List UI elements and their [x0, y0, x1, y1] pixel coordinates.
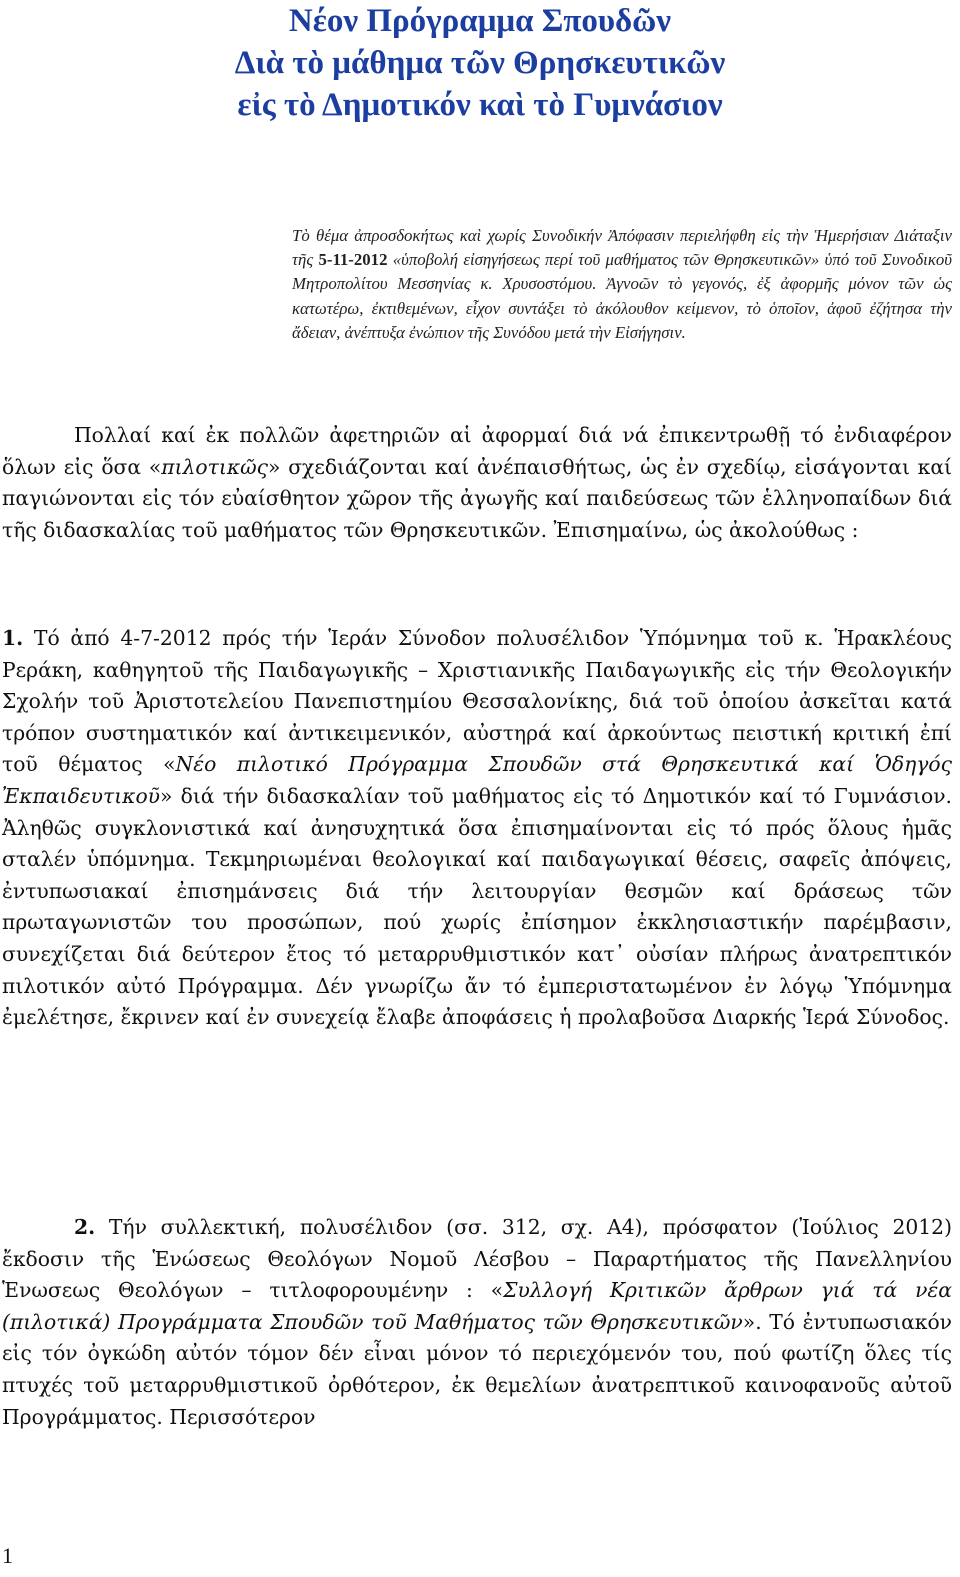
title-line-3: εἰς τὸ Δημοτικόν καὶ τὸ Γυμνάσιον [237, 87, 723, 123]
note-text-a: Τὸ θέμα ἀπροσδοκήτως καὶ χωρίς Συνοδικήν Ἀπόφασιν περιελήφθη εἰς τὴν Ἡμερήσιαν Διάταξιν τῆς [292, 226, 952, 270]
paragraph-point-2 [2, 1212, 952, 1433]
title-line-2: Διὰ τὸ μάθημα τῶν Θρησκευτικῶν [234, 45, 726, 81]
introductory-note [292, 224, 952, 345]
document-title [0, 0, 960, 126]
point-2-number: 2. [74, 1215, 96, 1239]
paragraph-point-1 [2, 623, 952, 1034]
title-line-1: Νέον Πρόγραμμα Σπουδῶν [288, 3, 672, 39]
paragraph-intro [2, 420, 952, 546]
point-2-italic-title: Συλλογή Κριτικῶν ἄρθρων γιά τά νέα (πιλοτικά) Προγράμματα Σπουδῶν τοῦ Μαθήματος τῶν Θρησκευτικῶν [2, 1278, 952, 1334]
paragraph-intro-text-a: Πολλαί καί ἐκ πολλῶν ἀφετηριῶν αἱ ἀφορμαί διά νά ἐπικεντρωθῇ τό ἐνδιαφέρον ὅλων εἰς ὅσα « [2, 423, 952, 479]
note-text-b: «ὑποβολή εἰσηγήσεως περί τοῦ μαθήματος τῶν Θρησκευτικῶν» ὑπό τοῦ Συνοδικοῦ Μητροπολίτου Μεσσηνίας κ. Χρυσοστόμου. Ἀγνοῶν τὸ γεγονός, ἐξ ἀφορμῆς μόνον τῶν ὡς κατωτέρω, ἐκτιθεμένων, εἶχον συντάξει τὸ ἀκόλουθον κείμενον, τὸ ὁποῖον, ἀφοῦ ἐζήτησα τὴν ἄδειαν, ἀνέπτυξα ἐνώπιον τῆς Συνόδου μετά τὴν Εἰσήγησιν. [292, 250, 952, 342]
note-date: 5-11-2012 [318, 250, 388, 270]
point-2-text-b: ». Τό ἐντυπωσιακόν εἰς τόν ὀγκώδη αὐτόν τόμον δέν εἶναι μόνον τό περιεχόμενόν του, πού φωτίζη ὅλες τίς πτυχές τοῦ μεταρρυθμιστικοῦ ὀρθότερον, ἐκ θεμελίων ἀνατρεπτικοῦ καινοφανοῦς αὐτοῦ Προγράμματος. Περισσότερον [2, 1309, 953, 1429]
point-1-text-b: » διά τήν διδασκαλίαν τοῦ μαθήματος εἰς τό Δημοτικόν καί τό Γυμνάσιον. Ἀληθῶς συγκλονιστικά καί ἀνησυχητικά ὅσα ἐπισημαίνονται εἰς τό πρός ὅλους ἡμᾶς σταλέν ὑπόμνημα. Τεκμηριωμέναι θεολογικαί καί παιδαγωγικαί θέσεις, σαφεῖς ἀπόψεις, ἐντυπωσιακαί ἐπισημάνσεις διά τήν λειτουργίαν θεσμῶν καί δράσεως τῶν πρωταγωνιστῶν του προσώπων, πού χωρίς ἐπίσημον ἐκκλησιαστικήν παρέμβασιν, συνεχίζεται διά δεύτερον ἔτος τό μεταρρυθμιστικόν κατ᾽ οὐσίαν πλήρως ἀνατρεπτικόν πιλοτικόν αὐτό Πρόγραμμα. Δέν γνωρίζω ἄν τό ἐμπεριστατωμένον ἐν λόγῳ Ὑπόμνημα ἐμελέτησε, ἔκρινεν καί ἐν συνεχείᾳ ἔλαβε ἀποφάσεις ἡ προλαβοῦσα Διαρκής Ἱερά Σύνοδος. [2, 783, 952, 1030]
paragraph-intro-italic: πιλοτικῶς [161, 454, 269, 479]
paragraph-intro-text-b: » σχεδιάζονται καί ἀνέπαισθήτως, ὡς ἐν σχεδίῳ, εἰσάγονται καί παγιώνονται εἰς τόν εὐαίσθητον χῶρον τῆς ἀγωγῆς καί παιδεύσεως τῶν ἑλληνοπαίδων διά τῆς διδασκαλίας τοῦ μαθήματος τῶν Θρησκευτικῶν. Ἐπισημαίνω, ὡς ἀκολούθως : [2, 454, 953, 542]
page-number: 1 [2, 1543, 13, 1568]
point-1-number: 1. [2, 626, 24, 650]
point-2-text-a: Τήν συλλεκτική, πολυσέλιδον (σσ. 312, σχ. Α4), πρόσφατον (Ἰούλιος 2012) ἔκδοσιν τῆς Ἑνώσεως Θεολόγων Νομοῦ Λέσβου – Παραρτήματος τῆς Πανελληνίου Ἑνωσεως Θεολόγων – τιτλοφορουμένην : « [2, 1215, 952, 1303]
point-1-italic-title: Νέο πιλοτικό Πρόγραμμα Σπουδῶν στά Θρησκευτικά καί Ὁδηγός Ἐκπαιδευτικοῦ [2, 752, 952, 808]
point-1-text-a: Τό ἀπό 4-7-2012 πρός τήν Ἱεράν Σύνοδον πολυσέλιδον Ὑπόμνημα τοῦ κ. Ἡρακλέους Ρεράκη, καθηγητοῦ τῆς Παιδαγωγικῆς – Χριστιανικῆς Παιδαγωγικῆς εἰς τήν Θεολογικήν Σχολήν τοῦ Ἀριστοτελείου Πανεπιστημίου Θεσσαλονίκης, διά τοῦ ὁποίου ἀσκεῖται κατά τρόπον συστηματικόν καί ἀντικειμενικόν, αὐστηρά καί ἀρκούντως πειστική κριτική ἐπί τοῦ θέματος « [2, 626, 952, 777]
